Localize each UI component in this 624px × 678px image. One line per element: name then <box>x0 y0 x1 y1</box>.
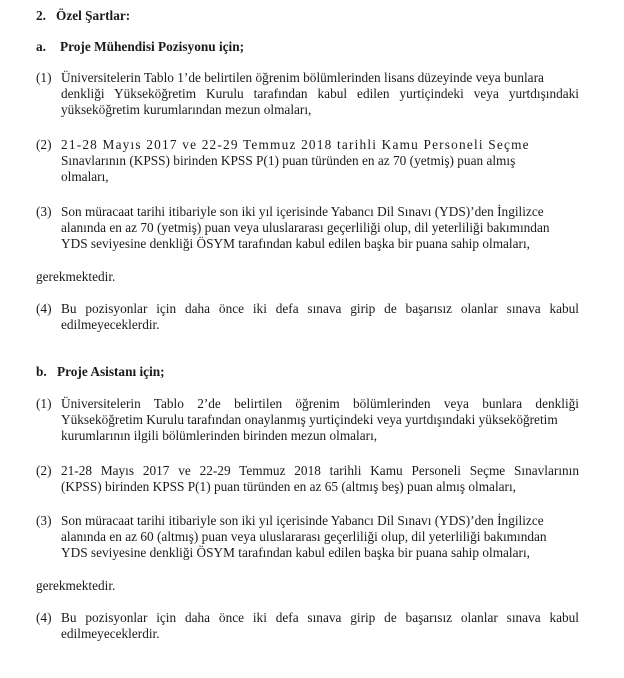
closing-text: gerekmektedir. <box>36 269 116 284</box>
subsection-b-letter: b. <box>36 364 47 379</box>
subsection-b-title: Proje Asistanı için; <box>57 364 165 379</box>
item-line: 21-28 Mayıs 2017 ve 22-29 Temmuz 2018 tarihli Kamu Personeli Seçme <box>61 137 530 152</box>
item-line: Üniversitelerin Tablo 1’de belirtilen öğrenim bölümlerinden lisans düzeyinde veya bunlara <box>61 70 544 85</box>
item-line: YDS seviyesine denkliği ÖSYM tarafından kabul edilen başka bir puana sahip olmaları, <box>61 236 530 251</box>
closing-text: gerekmektedir. <box>36 578 116 593</box>
note-number: (4) <box>36 610 52 625</box>
item-line: YDS seviyesine denkliği ÖSYM tarafından kabul edilen başka bir puana sahip olmaları, <box>61 545 530 560</box>
item-line: yükseköğretim kurumlarından mezun olmaları, <box>61 102 312 117</box>
item-number: (2) <box>36 463 52 478</box>
item-line: Üniversitelerin Tablo 2’de belirtilen öğrenim bölümlerinden veya bunlara denkliği <box>61 396 579 411</box>
note-number: (4) <box>36 301 52 316</box>
item-line: olmaları, <box>61 169 109 184</box>
item-line: denkliği Yükseköğretim Kurulu tarafından kabul edilen yurtiçindeki veya yurtdışındaki <box>61 86 579 101</box>
item-line: alanında en az 70 (yetmiş) puan veya uluslararası geçerliliği olup, dil yeterliliği bakımından <box>61 220 550 235</box>
item-line: (KPSS) birinden KPSS P(1) puan türünden en az 65 (altmış beş) puan almış olmaları, <box>61 479 516 494</box>
item-line: Son müracaat tarihi itibariyle son iki yıl içerisinde Yabancı Dil Sınavı (YDS)’den İngilizce <box>61 204 544 219</box>
item-line: alanında en az 60 (altmış) puan veya uluslararası geçerliliği olup, dil yeterliliği bakımından <box>61 529 547 544</box>
item-number: (3) <box>36 204 52 219</box>
item-number: (2) <box>36 137 52 152</box>
item-line: Sınavlarının (KPSS) birinden KPSS P(1) puan türünden en az 70 (yetmiş) puan almış <box>61 153 516 168</box>
item-number: (1) <box>36 396 52 411</box>
note-line: edilmeyeceklerdir. <box>61 626 160 641</box>
subsection-a-letter: a. <box>36 39 46 54</box>
note-line: Bu pozisyonlar için daha önce iki defa sınava girip de başarısız olanlar sınava kabul <box>61 610 579 625</box>
note-line: edilmeyeceklerdir. <box>61 317 160 332</box>
subsection-a-title: Proje Mühendisi Pozisyonu için; <box>60 39 245 54</box>
note-line: Bu pozisyonlar için daha önce iki defa sınava girip de başarısız olanlar sınava kabul <box>61 301 579 316</box>
item-line: Son müracaat tarihi itibariyle son iki yıl içerisinde Yabancı Dil Sınavı (YDS)’den İngilizce <box>61 513 544 528</box>
section-number: 2. <box>36 8 46 23</box>
item-line: kurumlarının ilgili bölümlerinden birinden mezun olmaları, <box>61 428 378 443</box>
item-number: (1) <box>36 70 52 85</box>
item-line: 21-28 Mayıs 2017 ve 22-29 Temmuz 2018 tarihli Kamu Personeli Seçme Sınavlarının <box>61 463 579 478</box>
section-title: Özel Şartlar: <box>56 8 131 23</box>
item-line: Yükseköğretim Kurulu tarafından onaylanmış yurtiçindeki veya yurtdışındaki yükseköğretim <box>61 412 558 427</box>
item-number: (3) <box>36 513 52 528</box>
